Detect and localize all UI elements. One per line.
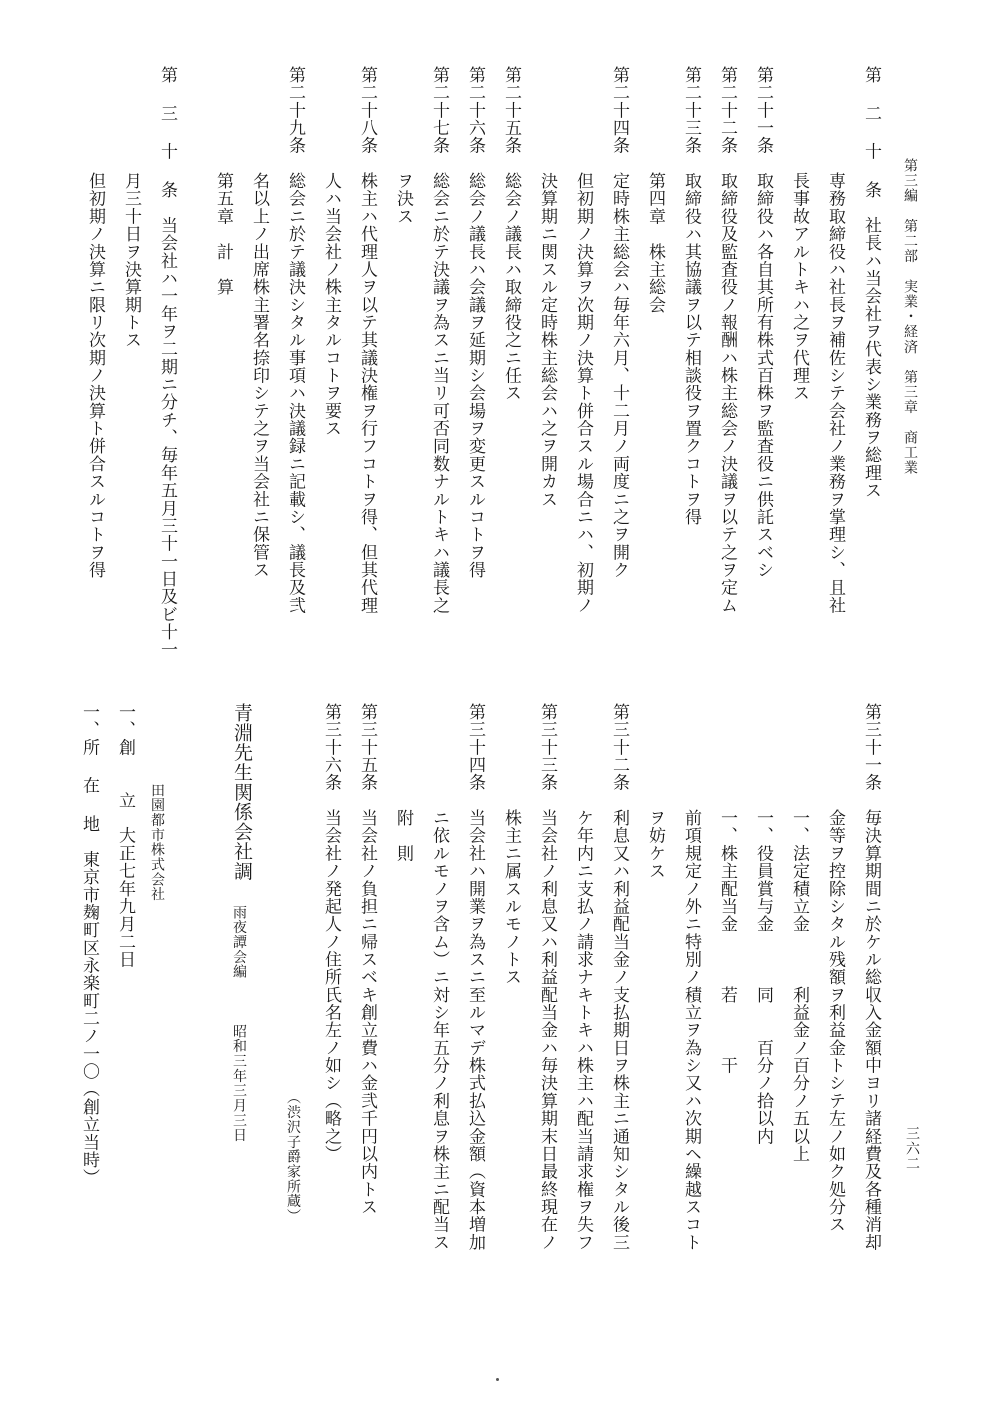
lower-column: 第三十四条 当会社ハ開業ヲ為スニ至ルマデ株式払込金額（資本増加 [465, 703, 485, 1252]
founded-line: 一、創 立 大正七年九月二日 [115, 703, 135, 969]
lower-column: 一、株主配当金 若 干 [717, 703, 737, 1075]
upper-column: 人ハ当会社ノ株主タルコトヲ要ス [321, 66, 341, 438]
upper-column: 第二十一条 取締役ハ各自其所有株式百株ヲ監査役ニ供託スベシ [753, 66, 773, 579]
lower-column: 第三十三条 当会社ノ利息又ハ利益配当金ハ毎決算期末日最終現在ノ [537, 703, 557, 1252]
upper-column: 名以上ノ出席株主署名捺印シテ之ヲ当会社ニ保管ス [249, 66, 269, 579]
upper-column: 第四章 株主総会 [645, 66, 665, 314]
upper-column: 第二十八条 株主ハ代理人ヲ以テ其議決権ヲ行フコトヲ得、但其代理 [357, 66, 377, 615]
upper-column: 但初期ノ決算ヲ次期ノ決算ト併合スル場合ニハ、初期ノ [573, 66, 593, 615]
lower-column: 第三十二条 利息又ハ利益配当金ノ支払期日ヲ株主ニ通知シタル後三 [609, 703, 629, 1252]
source-title: 青淵先生関係会社調 [231, 703, 253, 881]
lower-column: 第三十五条 当会社ノ負担ニ帰スベキ創立費ハ金弐千円以内トス [357, 703, 377, 1216]
location-line: 一、所 在 地 東京市麹町区永楽町二ノ一〇（創立当時） [79, 703, 99, 1187]
upper-column: 第二十五条 総会ノ議長ハ取締役之ニ任ス [501, 66, 521, 402]
lower-column: 前項規定ノ外ニ特別ノ積立ヲ為シ又ハ次期ヘ繰越スコト [681, 703, 701, 1252]
source-note: （渋沢子爵家所蔵） [285, 1090, 301, 1224]
upper-column: 決算期ニ関スル定時株主総会ハ之ヲ開カス [537, 66, 557, 508]
upper-column: 第 三 十 条 当会社ハ一年ヲ二期ニ分チ、毎年五月三十一日及ビ十一 [157, 66, 177, 659]
lower-column: 一、役員賞与金 同 百分ノ拾以内 [753, 703, 773, 1145]
lower-column: 第三十六条 当会社ノ発起人ノ住所氏名左ノ如シ（略之） [321, 703, 341, 1163]
upper-column: 第五章 計 算 [213, 66, 233, 296]
upper-column: 第二十三条 取締役ハ其協議ヲ以テ相談役ヲ置クコトヲ得 [681, 66, 701, 526]
lower-column: 一、法定積立金 利益金ノ百分ノ五以上 [789, 703, 809, 1163]
company-name: 田園都市株式会社 [149, 783, 165, 902]
running-header: 第三編 第二部 実業・経済 第三章 商工業 [902, 158, 918, 476]
lower-column: ケ年内ニ支払ノ請求ナキトキハ株主ハ配当請求権ヲ失フ [573, 703, 593, 1252]
lower-column: 金等ヲ控除シタル残額ヲ利益金トシテ左ノ如ク処分ス [825, 703, 845, 1234]
upper-column: 第二十七条 総会ニ於テ決議ヲ為スニ当リ可否同数ナルトキハ議長之 [429, 66, 449, 615]
upper-column: 第二十二条 取締役及監査役ノ報酬ハ株主総会ノ決議ヲ以テ之ヲ定ム [717, 66, 737, 615]
upper-column: 月三十日ヲ決算期トス [121, 66, 141, 349]
ink-dot [496, 1378, 499, 1381]
upper-column: 長事故アルトキハ之ヲ代理ス [789, 66, 809, 402]
page-number: 三六二 [904, 1126, 920, 1172]
upper-column: 第二十六条 総会ノ議長ハ会議ヲ延期シ会場ヲ変更スルコトヲ得 [465, 66, 485, 579]
source-date: 昭和三年三月三日 [231, 1024, 247, 1143]
upper-column: 専務取締役ハ社長ヲ補佐シテ会社ノ業務ヲ掌理シ、且社 [825, 66, 845, 615]
upper-column: 第 二 十 条 社長ハ当会社ヲ代表シ業務ヲ総理ス [861, 66, 881, 500]
lower-column: 株主ニ属スルモノトス [501, 703, 521, 986]
upper-column: ヲ決ス [393, 66, 413, 226]
lower-column: ヲ妨ケス [645, 703, 665, 880]
upper-column: 第二十四条 定時株主総会ハ毎年六月、十二月ノ両度ニ之ヲ開ク [609, 66, 629, 579]
source-editor: 雨夜譚会編 [231, 905, 247, 980]
lower-column: 附 則 [393, 703, 413, 863]
lower-column: ニ依ルモノヲ含ム）ニ対シ年五分ノ利息ヲ株主ニ配当ス [429, 703, 449, 1252]
upper-column: 第二十九条 総会ニ於テ議決シタル事項ハ決議録ニ記載シ、議長及弐 [285, 66, 305, 615]
lower-column: 第三十一条 毎決算期間ニ於ケル総収入金額中ヨリ諸経費及各種消却 [861, 703, 881, 1252]
upper-column: 但初期ノ決算ニ限リ次期ノ決算ト併合スルコトヲ得 [85, 66, 105, 579]
